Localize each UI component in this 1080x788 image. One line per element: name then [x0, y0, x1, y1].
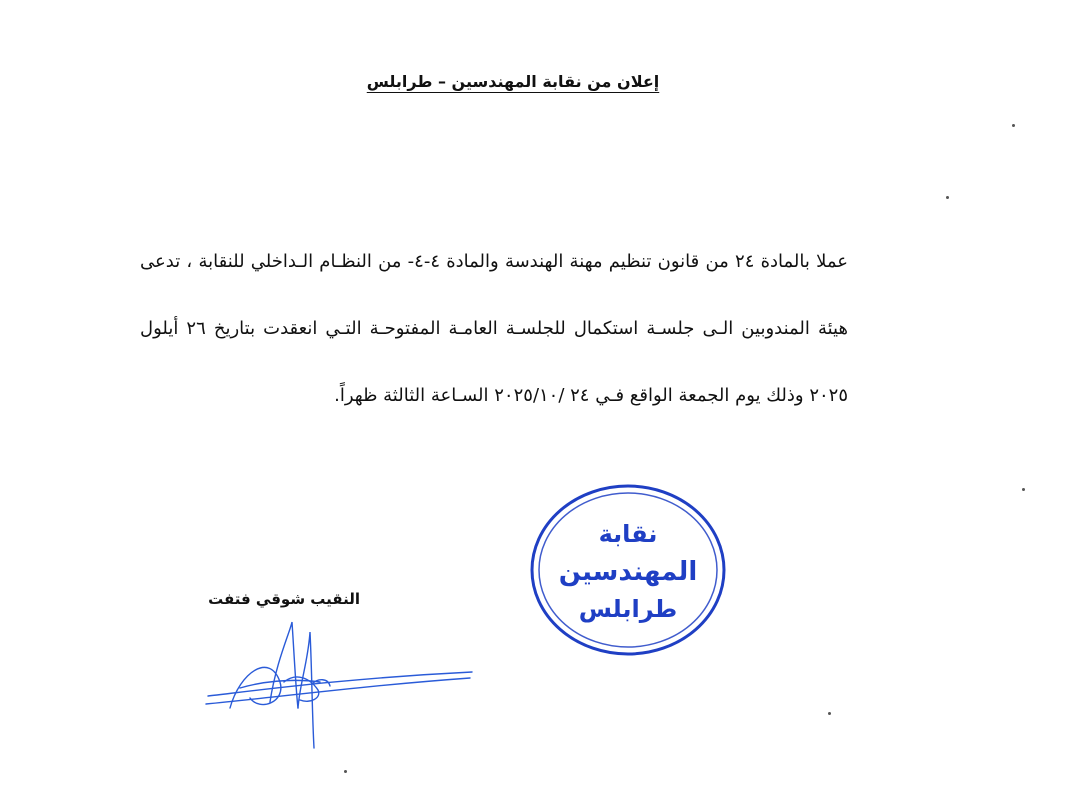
stamp-text-line2: المهندسين — [558, 557, 698, 587]
scan-speck — [1022, 488, 1025, 491]
stamp-text-line3: طرابلس — [578, 595, 678, 623]
signer-name: النقيب شوقي فتفت — [208, 590, 360, 608]
announcement-paragraph: عملا بالمادة ٢٤ من قانون تنظيم مهنة الهندسة والمادة ٤-٤- من النظـام الـداخلي للنقابة ، تدعى هيئة المندوبين الـى جلسـة استكمال للجلسـة العامـة المفتوحـة التـي انعقدت بتاريخ ٢٦ أيلول ٢٠٢٥ وذلك يوم الجمعة الواقع فـي ٢٤ /٢٠٢٥/١٠ السـاعة الثالثة ظهراً. — [140, 251, 849, 406]
announcement-title: إعلان من نقابة المهندسين – طرابلس — [366, 72, 660, 91]
announcement-body — [140, 228, 848, 429]
handwritten-signature — [200, 612, 480, 752]
syndicate-stamp — [528, 482, 728, 658]
scan-speck — [828, 712, 831, 715]
stamp-text-line1: نقابة — [598, 520, 658, 548]
scan-speck — [1012, 124, 1015, 127]
scan-speck — [946, 196, 949, 199]
scan-speck — [344, 770, 347, 773]
